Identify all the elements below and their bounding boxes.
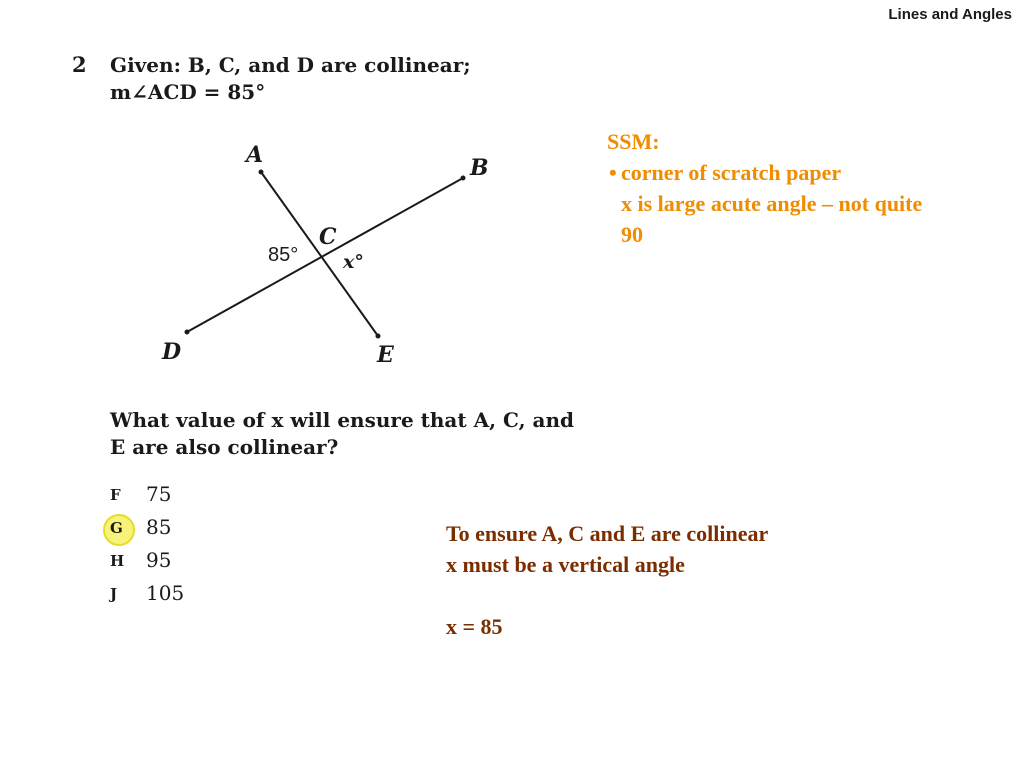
solution-line-1: To ensure A, C and E are collinear [446, 521, 769, 546]
point-e [376, 334, 381, 339]
choice-letter: J [110, 585, 118, 603]
point-d [185, 330, 190, 335]
given-statement [110, 52, 471, 106]
ssm-bullet-line-1: • corner of scratch paper [621, 160, 842, 185]
given-line-1: Given: B, C, and D are collinear; [110, 53, 471, 77]
label-a: A [246, 142, 264, 168]
label-b: B [470, 155, 489, 181]
ssm-note [607, 126, 937, 250]
solution-spacer [446, 580, 866, 611]
ssm-bullet-line-2: x is large acute angle – not quite 90 [621, 191, 923, 247]
choice-letter: G [110, 519, 123, 537]
choice-letter: F [110, 486, 121, 504]
question-prompt: What value of x will ensure that A, C, and E are also collinear? [110, 408, 574, 459]
point-a [259, 170, 264, 175]
label-d: D [162, 339, 182, 365]
question-number: 2 [72, 52, 87, 77]
point-b [461, 176, 466, 181]
choice-value: 105 [146, 581, 185, 605]
choice-letter: H [110, 552, 125, 570]
line-bd [187, 178, 463, 332]
choice-value: 85 [146, 515, 172, 539]
solution-note [446, 518, 866, 642]
solution-line-3: x = 85 [446, 614, 503, 639]
choice-value: 95 [146, 548, 172, 572]
ssm-list [607, 157, 937, 250]
given-line-2: m∠ACD = 85° [110, 80, 266, 104]
header-title: Lines and Angles [888, 6, 1012, 23]
angle-x-label: x° [343, 251, 364, 273]
ssm-heading: SSM: [607, 129, 660, 154]
label-e: E [377, 342, 394, 368]
solution-line-2: x must be a vertical angle [446, 552, 685, 577]
choice-value: 75 [146, 482, 172, 506]
geometry-diagram [150, 130, 530, 380]
ssm-bullet [621, 157, 937, 250]
label-c: C [319, 224, 337, 250]
angle-85-label: 85° [268, 244, 299, 266]
